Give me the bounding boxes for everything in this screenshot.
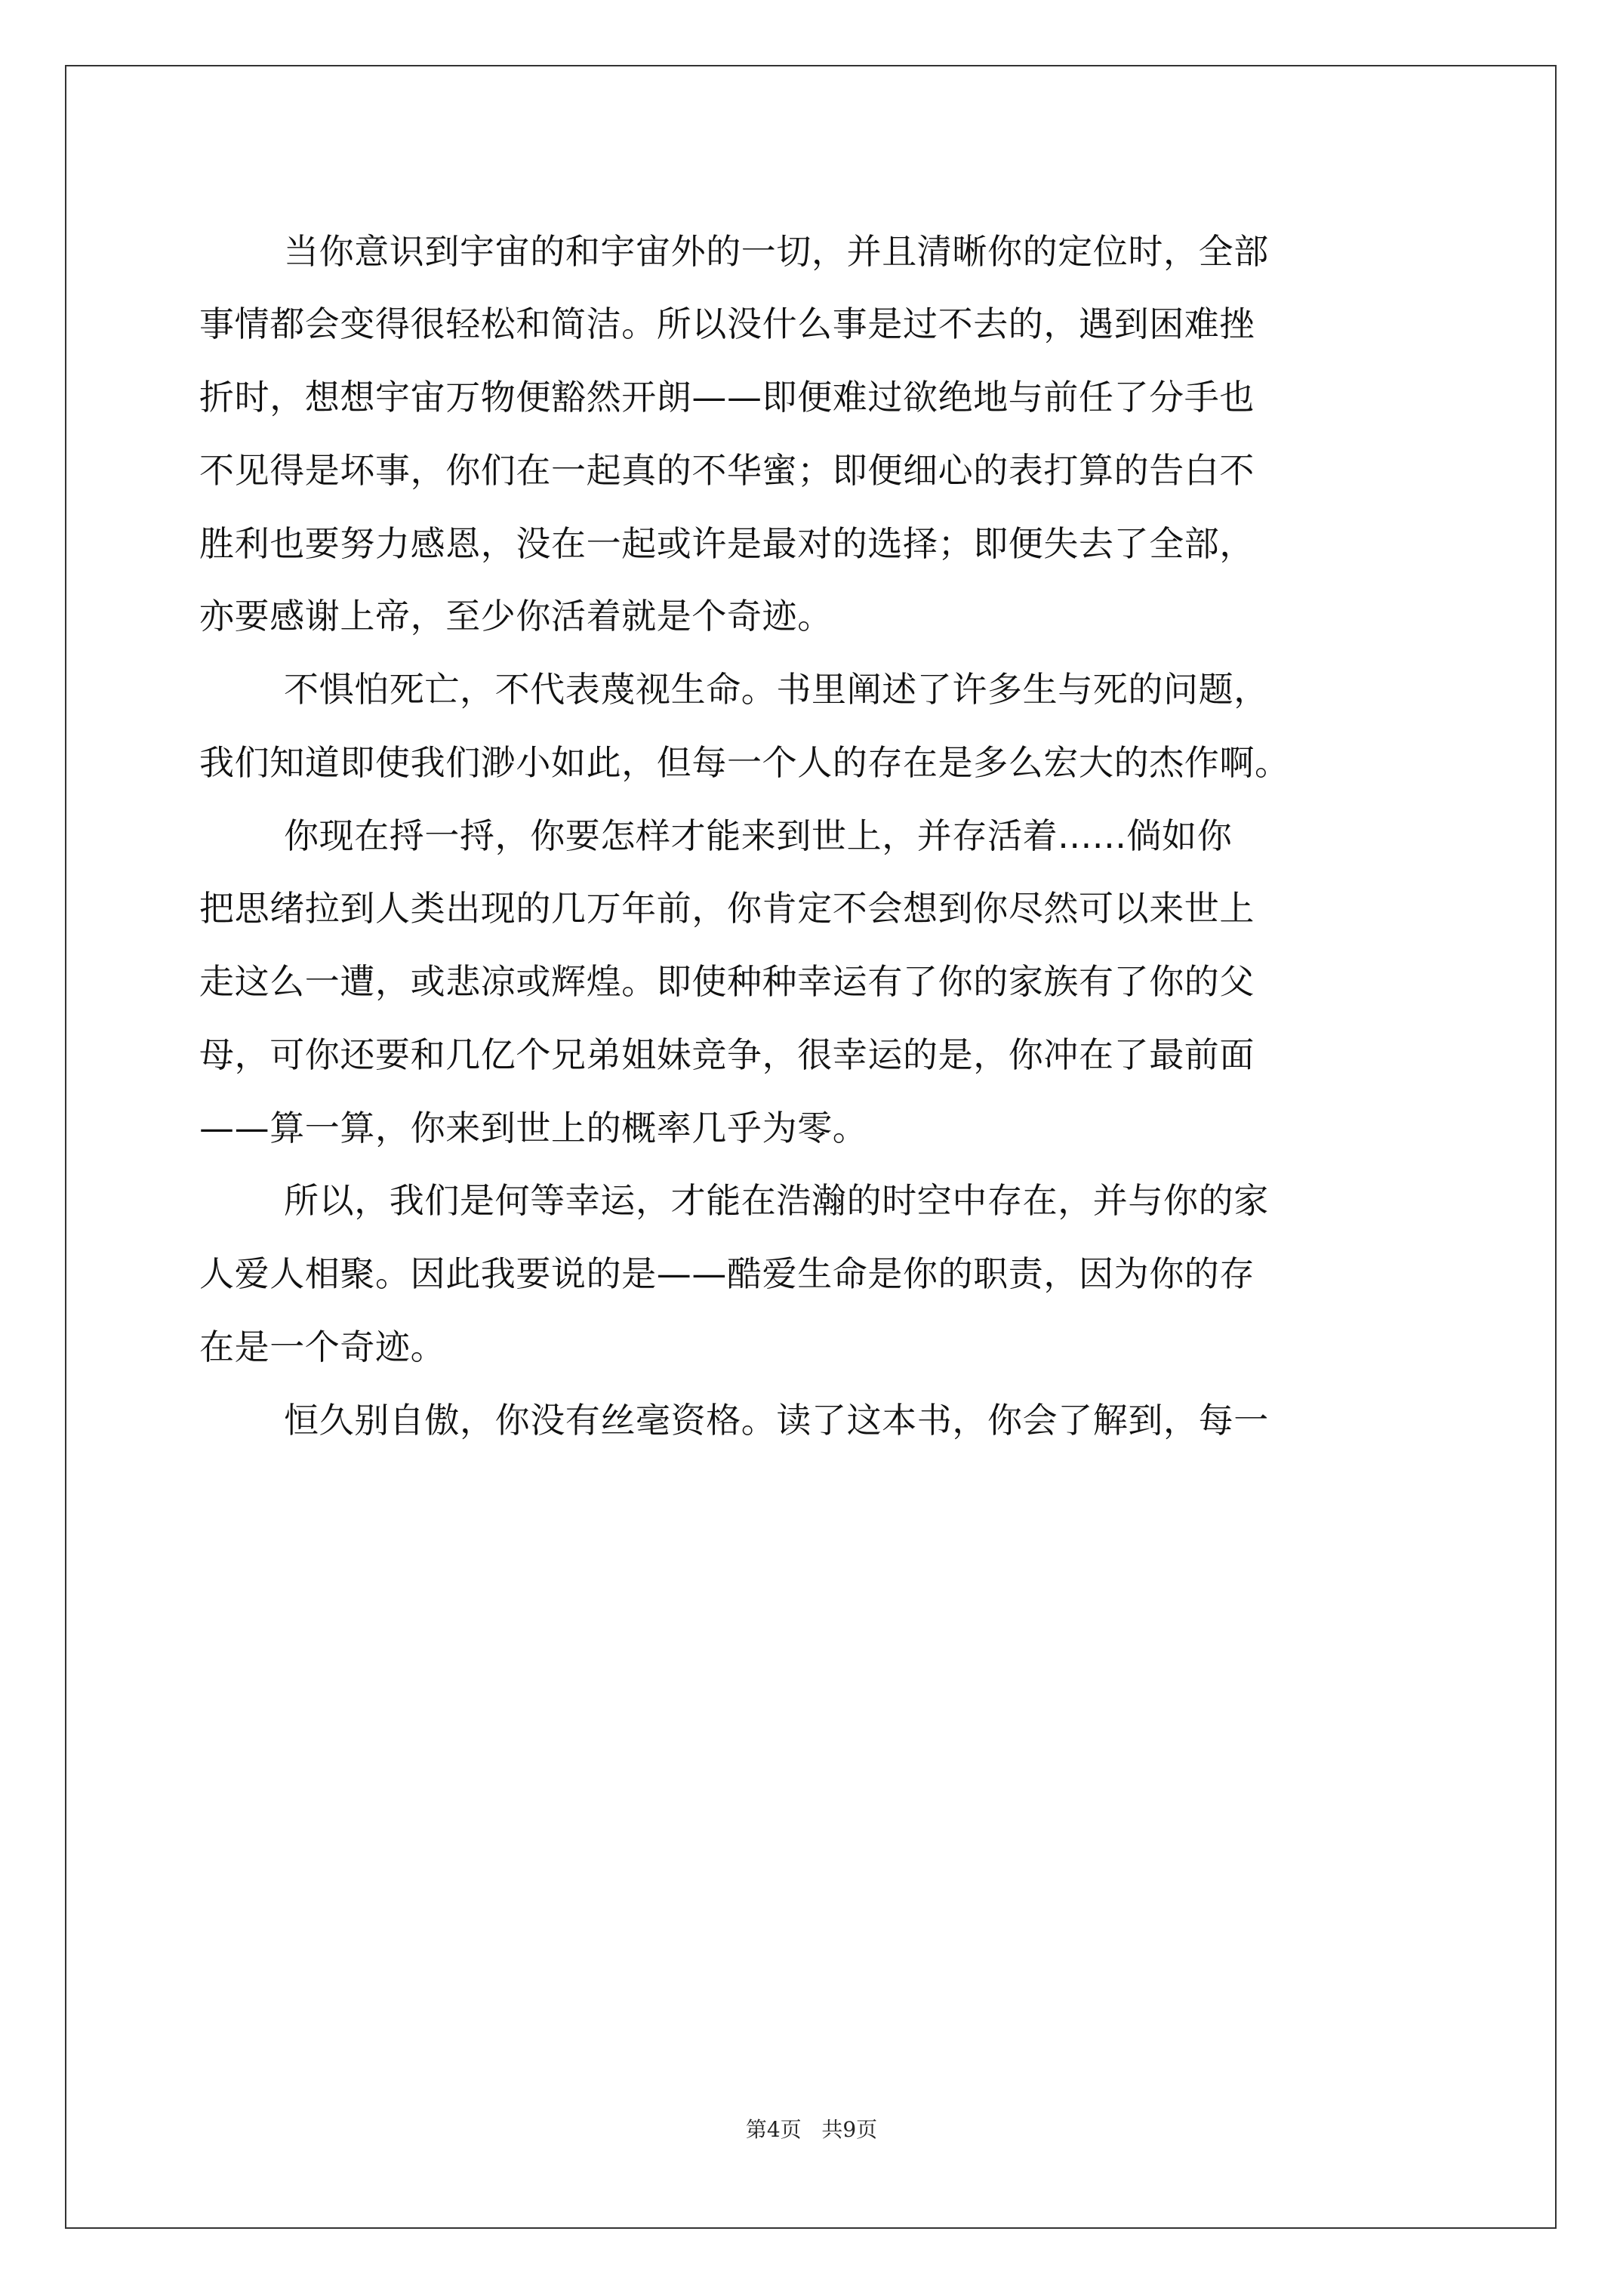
text-line: 亦要感谢上帝，至少你活着就是个奇迹。 — [199, 596, 833, 636]
page-footer: 第4页 共9页 — [745, 2117, 878, 2142]
text-line: ——算一算，你来到世上的概率几乎为零。 — [199, 1108, 868, 1148]
text-line: 胜利也要努力感恩，没在一起或许是最对的选择；即便失去了全部， — [199, 523, 1255, 564]
text-line: 恒久别自傲，你没有丝毫资格。读了这本书，你会了解到，每一 — [284, 1400, 1269, 1441]
text-line: 人爱人相聚。因此我要说的是——酷爱生命是你的职责，因为你的存 — [199, 1253, 1255, 1294]
text-line: 所以，我们是何等幸运，才能在浩瀚的时空中存在，并与你的家 — [284, 1180, 1269, 1221]
text-line: 你现在捋一捋，你要怎样才能来到世上，并存活着......倘如你 — [284, 815, 1233, 856]
text-line: 不惧怕死亡，不代表蔑视生命。书里阐述了许多生与死的问题， — [284, 669, 1269, 710]
text-line: 事情都会变得很轻松和简洁。所以没什么事是过不去的，遇到困难挫 — [199, 304, 1255, 344]
text-line: 把思绪拉到人类出现的几万年前，你肯定不会想到你尽然可以来世上 — [199, 888, 1255, 929]
text-line: 当你意识到宇宙的和宇宙外的一切，并且清晰你的定位时，全部 — [284, 231, 1269, 272]
text-line: 母，可你还要和几亿个兄弟姐妹竞争，很幸运的是，你冲在了最前面 — [199, 1034, 1255, 1075]
text-line: 不见得是坏事，你们在一起真的不华蜜；即便细心的表打算的告白不 — [199, 450, 1255, 491]
text-line: 我们知道即使我们渺小如此，但每一个人的存在是多么宏大的杰作啊。 — [199, 742, 1290, 783]
text-line: 折时，想想宇宙万物便豁然开朗——即便难过欲绝地与前任了分手也 — [199, 377, 1255, 418]
text-line: 在是一个奇迹。 — [199, 1327, 446, 1367]
text-line: 走这么一遭，或悲凉或辉煌。即使种种幸运有了你的家族有了你的父 — [199, 961, 1255, 1002]
